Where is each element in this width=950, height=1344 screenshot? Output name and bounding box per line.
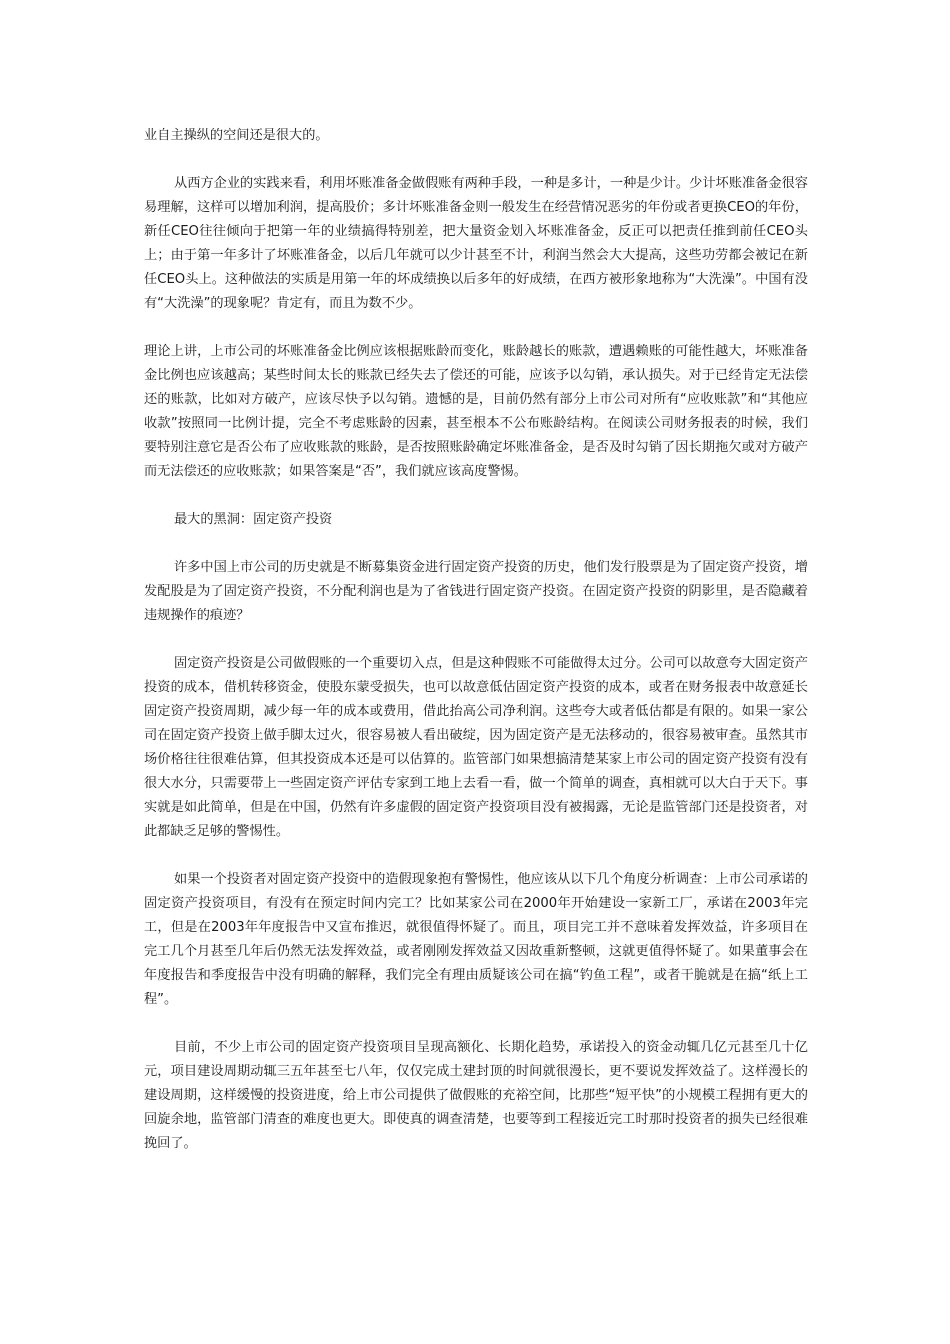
section-heading-fixed-asset: 最大的黑洞：固定资产投资 bbox=[174, 512, 333, 527]
paragraph-fixed-asset-history: 许多中国上市公司的历史就是不断募集资金进行固定资产投资的历史，他们发行股票是为了固定资产投资，增发配股是为了固定资产投资，不分配利润也是为了省钱进行固定资产投资。在固定资产投资的阴影里，是否隐藏着违规操作的痕迹？ bbox=[144, 560, 808, 623]
paragraph-investor-checks: 如果一个投资者对固定资产投资中的造假现象抱有警惕性，他应该从以下几个角度分析调查：上市公司承诺的固定资产投资项目，有没有在预定时间内完工？比如某家公司在2000年开始建设一家新工厂，承诺在2003年完工，但是在2003年年度报告中又宣布推迟，就很值得怀疑了。而且，项目完工并不意味着发挥效益，许多项目在完工几个月甚至几年后仍然无法发挥效益，或者刚刚发挥效益又因故重新整顿，这就更值得怀疑了。如果董事会在年度报告和季度报告中没有明确的解释，我们完全有理由质疑该公司在搞“钓鱼工程”，或者干脆就是在搞“纸上工程”。 bbox=[144, 872, 808, 1007]
document-page bbox=[144, 124, 808, 1180]
paragraph-western-practice: 从西方企业的实践来看，利用坏账准备金做假账有两种手段，一种是多计，一种是少计。少计坏账准备金很容易理解，这样可以增加利润，提高股价；多计坏账准备金则一般发生在经营情况恶劣的年份或者更换CEO的年份，新任CEO往往倾向于把第一年的业绩搞得特别差，把大量资金划入坏账准备金，反正可以把责任推到前任CEO头上；由于第一年多计了坏账准备金，以后几年就可以少计甚至不计，利润当然会大大提高，这些功劳都会被记在新任CEO头上。这种做法的实质是用第一年的坏成绩换以后多年的好成绩，在西方被形象地称为“大洗澡”。中国有没有“大洗澡”的现象呢？肯定有，而且为数不少。 bbox=[144, 176, 808, 311]
paragraph-continuation: 业自主操纵的空间还是很大的。 bbox=[144, 128, 329, 143]
paragraph-aging-theory: 理论上讲，上市公司的坏账准备金比例应该根据账龄而变化，账龄越长的账款，遭遇赖账的可能性越大，坏账准备金比例也应该越高；某些时间太长的账款已经失去了偿还的可能，应该予以勾销，承认损失。对于已经肯定无法偿还的账款，比如对方破产，应该尽快予以勾销。遗憾的是，目前仍然有部分上市公司对所有“应收账款”和“其他应收款”按照同一比例计提，完全不考虑账龄的因素，甚至根本不公布账龄结构。在阅读公司财务报表的时候，我们要特别注意它是否公布了应收账款的账龄，是否按照账龄确定坏账准备金，是否及时勾销了因长期拖欠或对方破产而无法偿还的应收账款；如果答案是“否”，我们就应该高度警惕。 bbox=[144, 344, 808, 479]
paragraph-long-projects: 目前，不少上市公司的固定资产投资项目呈现高额化、长期化趋势，承诺投入的资金动辄几亿元甚至几十亿元，项目建设周期动辄三五年甚至七八年，仅仅完成土建封顶的时间就很漫长，更不要说发挥效益了。这样漫长的建设周期，这样缓慢的投资进度，给上市公司提供了做假账的充裕空间，比那些“短平快”的小规模工程拥有更大的回旋余地，监管部门清查的难度也更大。即使真的调查清楚，也要等到工程接近完工时那时投资者的损失已经很难挽回了。 bbox=[144, 1040, 808, 1151]
paragraph-fixed-asset-fraud: 固定资产投资是公司做假账的一个重要切入点，但是这种假账不可能做得太过分。公司可以故意夸大固定资产投资的成本，借机转移资金，使股东蒙受损失，也可以故意低估固定资产投资的成本，或者在财务报表中故意延长固定资产投资周期，减少每一年的成本或费用，借此抬高公司净利润。这些夸大或者低估都是有限的。如果一家公司在固定资产投资上做手脚太过火，很容易被人看出破绽，因为固定资产是无法移动的，很容易被审查。虽然其市场价格往往很难估算，但其投资成本还是可以估算的。监管部门如果想搞清楚某家上市公司的固定资产投资有没有很大水分，只需要带上一些固定资产评估专家到工地上去看一看，做一个简单的调查，真相就可以大白于天下。事实就是如此简单，但是在中国，仍然有许多虚假的固定资产投资项目没有被揭露，无论是监管部门还是投资者，对此都缺乏足够的警惕性。 bbox=[144, 656, 808, 839]
